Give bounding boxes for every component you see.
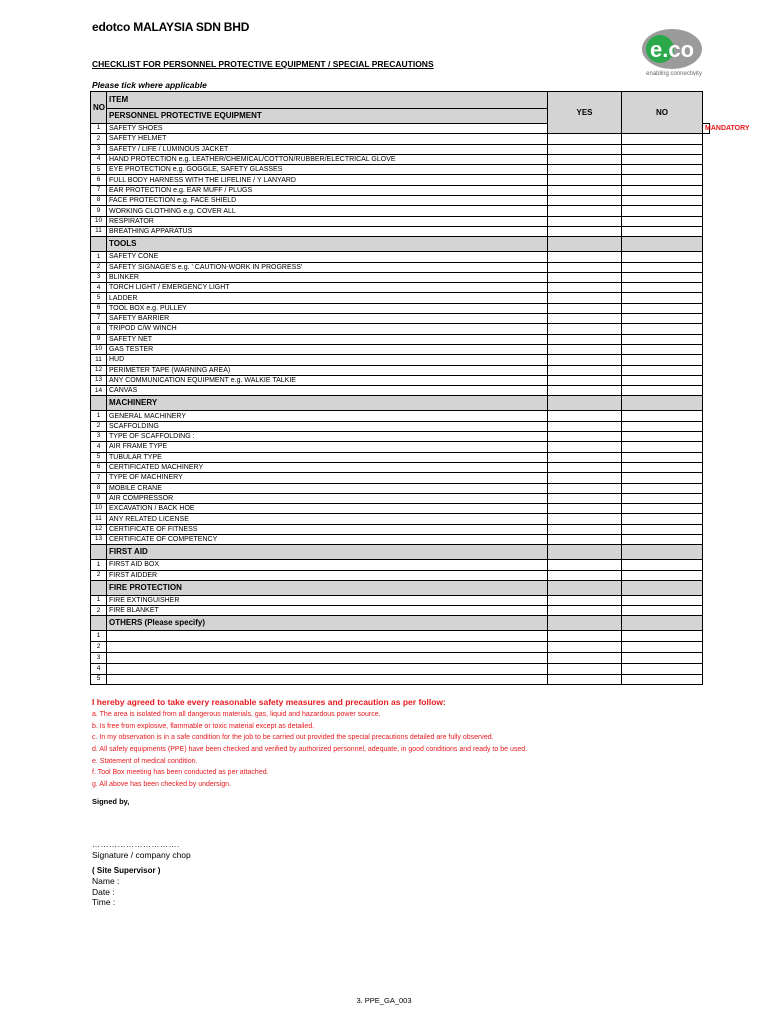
yes-checkbox-cell[interactable] xyxy=(548,334,622,344)
item-number: 5 xyxy=(91,674,107,685)
table-row xyxy=(91,504,710,514)
section-row xyxy=(91,545,710,560)
yes-checkbox-cell[interactable] xyxy=(548,272,622,282)
item-label: FIRST AID BOX xyxy=(107,560,548,570)
table-row xyxy=(91,303,710,313)
no-checkbox-cell[interactable] xyxy=(622,165,703,175)
yes-checkbox-cell[interactable] xyxy=(548,452,622,462)
item-label: TORCH LIGHT / EMERGENCY LIGHT xyxy=(107,283,548,293)
item-number: 5 xyxy=(91,452,107,462)
no-checkbox-cell[interactable] xyxy=(622,283,703,293)
section-yes-cell xyxy=(548,237,622,252)
yes-checkbox-cell[interactable] xyxy=(548,226,622,236)
no-checkbox-cell[interactable] xyxy=(622,483,703,493)
item-number: 1 xyxy=(91,595,107,605)
no-checkbox-cell[interactable] xyxy=(622,514,703,524)
header-no: NO xyxy=(91,92,107,124)
table-row xyxy=(91,534,710,544)
item-label: CERTIFICATED MACHINERY xyxy=(107,462,548,472)
no-checkbox-cell[interactable] xyxy=(622,534,703,544)
table-row xyxy=(91,175,710,185)
no-checkbox-cell[interactable] xyxy=(622,206,703,216)
agreement-term: b. Is free from explosive, flammable or toxic material except as detailed. xyxy=(92,722,315,730)
item-label: FIRST AIDDER xyxy=(107,570,548,580)
item-label: BLINKER xyxy=(107,272,548,282)
no-checkbox-cell[interactable] xyxy=(622,421,703,431)
item-number: 10 xyxy=(91,216,107,226)
yes-checkbox-cell[interactable] xyxy=(548,165,622,175)
item-label xyxy=(107,663,548,674)
item-label: PERIMETER TAPE (WARNING AREA) xyxy=(107,365,548,375)
table-row xyxy=(91,365,710,375)
item-number: 3 xyxy=(91,272,107,282)
company-logo xyxy=(638,28,710,84)
item-label: SAFETY BARRIER xyxy=(107,314,548,324)
section-no-column-cell xyxy=(622,580,703,595)
yes-checkbox-cell[interactable] xyxy=(548,462,622,472)
section-title: TOOLS xyxy=(107,237,548,252)
no-checkbox-cell[interactable] xyxy=(622,365,703,375)
item-label: GAS TESTER xyxy=(107,344,548,354)
yes-checkbox-cell[interactable] xyxy=(548,421,622,431)
yes-checkbox-cell[interactable] xyxy=(548,154,622,164)
item-number: 3 xyxy=(91,432,107,442)
no-checkbox-cell[interactable] xyxy=(622,355,703,365)
item-number: 1 xyxy=(91,560,107,570)
table-row xyxy=(91,432,710,442)
table-row xyxy=(91,226,710,236)
item-number: 4 xyxy=(91,442,107,452)
table-row xyxy=(91,631,710,642)
no-checkbox-cell[interactable] xyxy=(622,606,703,616)
yes-checkbox-cell[interactable] xyxy=(548,216,622,226)
no-checkbox-cell[interactable] xyxy=(622,262,703,272)
yes-checkbox-cell[interactable] xyxy=(548,324,622,334)
item-label: FIRE BLANKET xyxy=(107,606,548,616)
document-title: CHECKLIST FOR PERSONNEL PROTECTIVE EQUIPMENT / SPECIAL PRECAUTIONS xyxy=(92,59,434,69)
item-number: 3 xyxy=(91,653,107,664)
table-row xyxy=(91,272,710,282)
item-number: 1 xyxy=(91,252,107,262)
item-number: 7 xyxy=(91,185,107,195)
yes-checkbox-cell[interactable] xyxy=(548,293,622,303)
yes-checkbox-cell[interactable] xyxy=(548,432,622,442)
yes-checkbox-cell[interactable] xyxy=(548,653,622,664)
table-row xyxy=(91,344,710,354)
instruction-text: Please tick where applicable xyxy=(92,80,207,90)
section-row xyxy=(91,237,710,252)
item-label: SAFETY SHOES xyxy=(107,124,548,134)
section-title: FIRE PROTECTION xyxy=(107,580,548,595)
section-no-cell xyxy=(91,580,107,595)
table-row xyxy=(91,642,710,653)
item-label: BREATHING APPARATUS xyxy=(107,226,548,236)
time-field-label: Time : xyxy=(92,897,116,907)
table-row xyxy=(91,293,710,303)
section-no-cell xyxy=(91,545,107,560)
item-number: 8 xyxy=(91,483,107,493)
no-checkbox-cell[interactable] xyxy=(622,196,703,206)
item-number: 4 xyxy=(91,154,107,164)
logo-text: e.co xyxy=(649,37,695,62)
item-number: 9 xyxy=(91,206,107,216)
yes-checkbox-cell[interactable] xyxy=(548,504,622,514)
table-row xyxy=(91,663,710,674)
name-field-label: Name : xyxy=(92,876,120,886)
no-checkbox-cell[interactable] xyxy=(622,432,703,442)
section-yes-cell xyxy=(548,396,622,411)
section-no-column-cell xyxy=(622,237,703,252)
item-label: EYE PROTECTION e.g. GOGGLE, SAFETY GLASSES xyxy=(107,165,548,175)
table-row xyxy=(91,375,710,385)
section-no-cell xyxy=(91,616,107,631)
table-row xyxy=(91,473,710,483)
item-number: 2 xyxy=(91,642,107,653)
item-label: FIRE EXTINGUISHER xyxy=(107,595,548,605)
item-number: 1 xyxy=(91,631,107,642)
item-label: AIR COMPRESSOR xyxy=(107,493,548,503)
item-label: MOBILE CRANE xyxy=(107,483,548,493)
item-label xyxy=(107,674,548,685)
item-label: TYPE OF MACHINERY xyxy=(107,473,548,483)
yes-checkbox-cell[interactable] xyxy=(548,185,622,195)
no-checkbox-cell[interactable] xyxy=(622,560,703,570)
no-checkbox-cell[interactable] xyxy=(622,226,703,236)
yes-checkbox-cell[interactable] xyxy=(548,642,622,653)
site-supervisor-label: ( Site Supervisor ) xyxy=(92,866,161,875)
no-checkbox-cell[interactable] xyxy=(622,134,703,144)
item-number: 14 xyxy=(91,386,107,396)
agreement-term: e. Statement of medical condition. xyxy=(92,757,198,765)
no-checkbox-cell[interactable] xyxy=(622,411,703,421)
item-label xyxy=(107,631,548,642)
no-checkbox-cell[interactable] xyxy=(622,324,703,334)
item-label: CERTIFICATE OF FITNESS xyxy=(107,524,548,534)
table-row xyxy=(91,165,710,175)
table-row xyxy=(91,462,710,472)
no-checkbox-cell[interactable] xyxy=(622,642,703,653)
item-label: TOOL BOX e.g. PULLEY xyxy=(107,303,548,313)
item-number: 6 xyxy=(91,175,107,185)
table-row xyxy=(91,421,710,431)
item-number: 2 xyxy=(91,262,107,272)
signed-by-label: Signed by, xyxy=(92,797,130,806)
item-number: 4 xyxy=(91,663,107,674)
table-row xyxy=(91,252,710,262)
yes-checkbox-cell[interactable] xyxy=(548,411,622,421)
table-row xyxy=(91,134,710,144)
table-row xyxy=(91,386,710,396)
no-checkbox-cell[interactable] xyxy=(622,595,703,605)
item-number: 2 xyxy=(91,570,107,580)
yes-checkbox-cell[interactable] xyxy=(548,442,622,452)
item-number: 5 xyxy=(91,165,107,175)
header-no-column: NO xyxy=(622,92,703,134)
agreement-title: I hereby agreed to take every reasonable safety measures and precaution as per follow: xyxy=(92,697,446,707)
yes-checkbox-cell[interactable] xyxy=(548,631,622,642)
table-row xyxy=(91,524,710,534)
item-label: AIR FRAME TYPE xyxy=(107,442,548,452)
yes-checkbox-cell[interactable] xyxy=(548,663,622,674)
item-number: 2 xyxy=(91,421,107,431)
item-label: SCAFFOLDING xyxy=(107,421,548,431)
yes-checkbox-cell[interactable] xyxy=(548,196,622,206)
item-label: ANY COMMUNICATION EQUIPMENT e.g. WALKIE TALKIE xyxy=(107,375,548,385)
eco-logo-icon xyxy=(641,28,703,70)
agreement-term: d. All safety equipments (PPE) have been checked and verified by authorized personnel, adequate, in good conditions and ready to be used. xyxy=(92,746,528,754)
no-checkbox-cell[interactable] xyxy=(622,493,703,503)
item-number: 3 xyxy=(91,144,107,154)
item-number: 8 xyxy=(91,196,107,206)
item-label: LADDER xyxy=(107,293,548,303)
yes-checkbox-cell[interactable] xyxy=(548,355,622,365)
item-number: 13 xyxy=(91,534,107,544)
section-row xyxy=(91,616,710,631)
table-row xyxy=(91,606,710,616)
signer-fields xyxy=(92,876,119,908)
no-checkbox-cell[interactable] xyxy=(622,303,703,313)
section-no-column-cell xyxy=(622,396,703,411)
signature-line: …………………………. xyxy=(92,840,180,849)
item-label: TYPE OF SCAFFOLDING : xyxy=(107,432,548,442)
item-label: FACE PROTECTION e.g. FACE SHIELD xyxy=(107,196,548,206)
item-number: 7 xyxy=(91,473,107,483)
item-label: SAFETY NET xyxy=(107,334,548,344)
section-yes-cell xyxy=(548,580,622,595)
yes-checkbox-cell[interactable] xyxy=(548,344,622,354)
item-label: FULL BODY HARNESS WITH THE LIFELINE / Y LANYARD xyxy=(107,175,548,185)
no-checkbox-cell[interactable] xyxy=(622,252,703,262)
yes-checkbox-cell[interactable] xyxy=(548,144,622,154)
table-row xyxy=(91,560,710,570)
yes-checkbox-cell[interactable] xyxy=(548,674,622,685)
no-checkbox-cell[interactable] xyxy=(622,473,703,483)
section-yes-cell xyxy=(548,545,622,560)
table-row xyxy=(91,216,710,226)
item-label xyxy=(107,642,548,653)
logo-tagline: enabling connectivity xyxy=(646,71,702,77)
yes-checkbox-cell[interactable] xyxy=(548,206,622,216)
no-checkbox-cell[interactable] xyxy=(622,452,703,462)
item-label: HAND PROTECTION e.g. LEATHER/CHEMICAL/COTTON/RUBBER/ELECTRICAL GLOVE xyxy=(107,154,548,164)
date-field-label: Date : xyxy=(92,886,115,897)
table-row xyxy=(91,411,710,421)
item-label: TRIPOD C/W WINCH xyxy=(107,324,548,334)
section-title: FIRST AID xyxy=(107,545,548,560)
item-label: SAFETY HELMET xyxy=(107,134,548,144)
item-number: 13 xyxy=(91,375,107,385)
item-label: ANY RELATED LICENSE xyxy=(107,514,548,524)
item-number: 12 xyxy=(91,524,107,534)
item-number: 4 xyxy=(91,283,107,293)
yes-checkbox-cell[interactable] xyxy=(548,534,622,544)
no-checkbox-cell[interactable] xyxy=(622,216,703,226)
agreement-term: g. All above has been checked by undersign. xyxy=(92,781,231,789)
section-no-column-cell xyxy=(622,616,703,631)
table-row xyxy=(91,314,710,324)
item-label: CANVAS xyxy=(107,386,548,396)
section-title: MACHINERY xyxy=(107,396,548,411)
item-number: 5 xyxy=(91,293,107,303)
no-checkbox-cell[interactable] xyxy=(622,144,703,154)
checklist-table xyxy=(90,91,750,685)
section-title: OTHERS (Please specify) xyxy=(107,616,548,631)
item-number: 1 xyxy=(91,411,107,421)
yes-checkbox-cell[interactable] xyxy=(548,283,622,293)
section-no-cell xyxy=(91,396,107,411)
yes-checkbox-cell[interactable] xyxy=(548,303,622,313)
no-checkbox-cell[interactable] xyxy=(622,653,703,664)
table-row xyxy=(91,595,710,605)
item-number: 10 xyxy=(91,344,107,354)
table-row xyxy=(91,196,710,206)
table-row xyxy=(91,154,710,164)
header-yes: YES xyxy=(548,92,622,134)
no-checkbox-cell[interactable] xyxy=(622,154,703,164)
item-label: GENERAL MACHINERY xyxy=(107,411,548,421)
yes-checkbox-cell[interactable] xyxy=(548,314,622,324)
item-number: 9 xyxy=(91,334,107,344)
table-row xyxy=(91,653,710,664)
item-label xyxy=(107,653,548,664)
item-number: 1 xyxy=(91,124,107,134)
section-row xyxy=(91,396,710,411)
no-checkbox-cell[interactable] xyxy=(622,293,703,303)
company-name: edotco MALAYSIA SDN BHD xyxy=(92,20,250,34)
yes-checkbox-cell[interactable] xyxy=(548,375,622,385)
yes-checkbox-cell[interactable] xyxy=(548,560,622,570)
table-row xyxy=(91,674,710,685)
no-checkbox-cell[interactable] xyxy=(622,175,703,185)
no-checkbox-cell[interactable] xyxy=(622,663,703,674)
section-title: PERSONNEL PROTECTIVE EQUIPMENT xyxy=(107,109,548,124)
no-checkbox-cell[interactable] xyxy=(622,334,703,344)
item-number: 2 xyxy=(91,606,107,616)
agreement-terms xyxy=(92,711,527,793)
no-checkbox-cell[interactable] xyxy=(622,185,703,195)
table-row xyxy=(91,185,710,195)
item-number: 7 xyxy=(91,314,107,324)
document-code: 3. PPE_GA_003 xyxy=(356,996,412,1005)
item-label: HUD xyxy=(107,355,548,365)
table-row xyxy=(91,355,710,365)
section-no-column-cell xyxy=(622,545,703,560)
item-number: 10 xyxy=(91,504,107,514)
table-row xyxy=(91,324,710,334)
no-checkbox-cell[interactable] xyxy=(622,462,703,472)
no-checkbox-cell[interactable] xyxy=(622,344,703,354)
agreement-term: a. The area is isolated from all dangerous materials, gas, liquid and hazardous power source. xyxy=(92,711,381,718)
item-label: TUBULAR TYPE xyxy=(107,452,548,462)
mandatory-label: MANDATORY xyxy=(703,124,710,134)
yes-checkbox-cell[interactable] xyxy=(548,473,622,483)
item-number: 11 xyxy=(91,355,107,365)
yes-checkbox-cell[interactable] xyxy=(548,134,622,144)
no-checkbox-cell[interactable] xyxy=(622,272,703,282)
item-label: RESPIRATOR xyxy=(107,216,548,226)
table-row xyxy=(91,483,710,493)
section-no-cell xyxy=(91,237,107,252)
no-checkbox-cell[interactable] xyxy=(622,631,703,642)
table-row xyxy=(91,262,710,272)
yes-checkbox-cell[interactable] xyxy=(548,365,622,375)
item-label: EAR PROTECTION e.g. EAR MUFF / PLUGS xyxy=(107,185,548,195)
table-row xyxy=(91,570,710,580)
item-number: 6 xyxy=(91,303,107,313)
item-number: 9 xyxy=(91,493,107,503)
item-number: 12 xyxy=(91,365,107,375)
agreement-term: c. In my observation is in a safe condition for the job to be carried out provided the special precautions detailed are fully observed. xyxy=(92,734,494,742)
yes-checkbox-cell[interactable] xyxy=(548,386,622,396)
yes-checkbox-cell[interactable] xyxy=(548,175,622,185)
section-yes-cell xyxy=(548,616,622,631)
item-label: SAFETY / LIFE / LUMINOUS JACKET xyxy=(107,144,548,154)
yes-checkbox-cell[interactable] xyxy=(548,524,622,534)
item-number: 11 xyxy=(91,226,107,236)
item-label: CERTIFICATE OF COMPETENCY xyxy=(107,534,548,544)
signature-label: Signature / company chop xyxy=(92,850,191,860)
no-checkbox-cell[interactable] xyxy=(622,314,703,324)
yes-checkbox-cell[interactable] xyxy=(548,606,622,616)
no-checkbox-cell[interactable] xyxy=(622,570,703,580)
table-row xyxy=(91,144,710,154)
section-row xyxy=(91,580,710,595)
no-checkbox-cell[interactable] xyxy=(622,674,703,685)
agreement-term: f. Tool Box meeting has been conducted as per attached. xyxy=(92,769,269,777)
no-checkbox-cell[interactable] xyxy=(622,442,703,452)
yes-checkbox-cell[interactable] xyxy=(548,262,622,272)
table-row xyxy=(91,452,710,462)
yes-checkbox-cell[interactable] xyxy=(548,493,622,503)
item-label: SAFETY SIGNAGE'S e.g. ' CAUTION-WORK IN PROGRESS' xyxy=(107,262,548,272)
yes-checkbox-cell[interactable] xyxy=(548,514,622,524)
table-row xyxy=(91,334,710,344)
table-row xyxy=(91,283,710,293)
no-checkbox-cell[interactable] xyxy=(622,524,703,534)
yes-checkbox-cell[interactable] xyxy=(548,483,622,493)
no-checkbox-cell[interactable] xyxy=(622,386,703,396)
yes-checkbox-cell[interactable] xyxy=(548,570,622,580)
item-number: 6 xyxy=(91,462,107,472)
item-number: 8 xyxy=(91,324,107,334)
item-number: 2 xyxy=(91,134,107,144)
item-label: SAFETY CONE xyxy=(107,252,548,262)
table-row xyxy=(91,442,710,452)
no-checkbox-cell[interactable] xyxy=(622,504,703,514)
yes-checkbox-cell[interactable] xyxy=(548,595,622,605)
item-label: WORKING CLOTHING e.g. COVER ALL xyxy=(107,206,548,216)
table-row xyxy=(91,514,710,524)
header-item: ITEM xyxy=(107,92,548,109)
item-label: EXCAVATION / BACK HOE xyxy=(107,504,548,514)
table-row xyxy=(91,493,710,503)
item-number: 11 xyxy=(91,514,107,524)
table-row xyxy=(91,206,710,216)
no-checkbox-cell[interactable] xyxy=(622,375,703,385)
yes-checkbox-cell[interactable] xyxy=(548,252,622,262)
